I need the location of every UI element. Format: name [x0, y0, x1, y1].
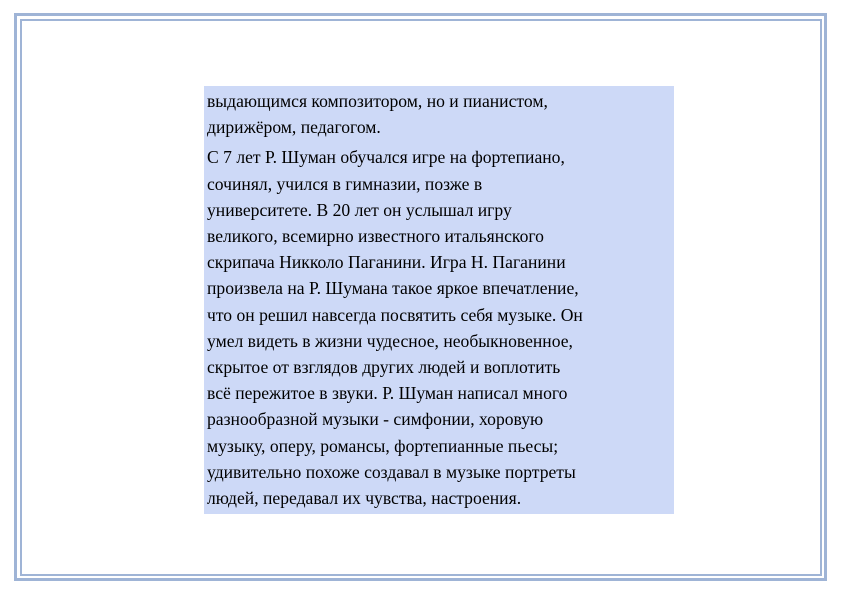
text-line: разнообразной музыки - симфонии, хоровую: [207, 409, 544, 430]
text-line: всё пережитое в звуки. Р. Шуман написал много: [207, 383, 568, 404]
text-line: дирижёром, педагогом.: [207, 117, 381, 138]
text-line: университете. В 20 лет он услышал игру: [207, 199, 512, 220]
text-line: удивительно похоже создавал в музыке портреты: [207, 461, 576, 482]
text-line: скрытое от взглядов других людей и воплотить: [207, 357, 561, 378]
text-line: что он решил навсегда посвятить себя музыке. Он: [207, 304, 583, 325]
text-line: С 7 лет Р. Шуман обучался игре на фортепиано,: [207, 147, 565, 168]
text-line: произвела на Р. Шумана такое яркое впечатление,: [207, 278, 579, 299]
text-line: скрипача Никколо Паганини. Игра Н. Паганини: [207, 252, 566, 273]
paragraph-biography: [207, 144, 672, 511]
text-line: людей, передавал их чувства, настроения.: [207, 488, 522, 509]
text-line: музыку, оперу, романсы, фортепианные пьесы;: [207, 435, 559, 456]
paragraph-intro: [207, 88, 672, 140]
text-line: умел видеть в жизни чудесное, необыкновенное,: [207, 330, 573, 351]
text-line: великого, всемирно известного итальянского: [207, 226, 544, 247]
text-box: [204, 86, 674, 514]
text-line: сочинял, учился в гимназии, позже в: [207, 173, 483, 194]
text-line: выдающимся композитором, но и пианистом,: [207, 91, 548, 111]
